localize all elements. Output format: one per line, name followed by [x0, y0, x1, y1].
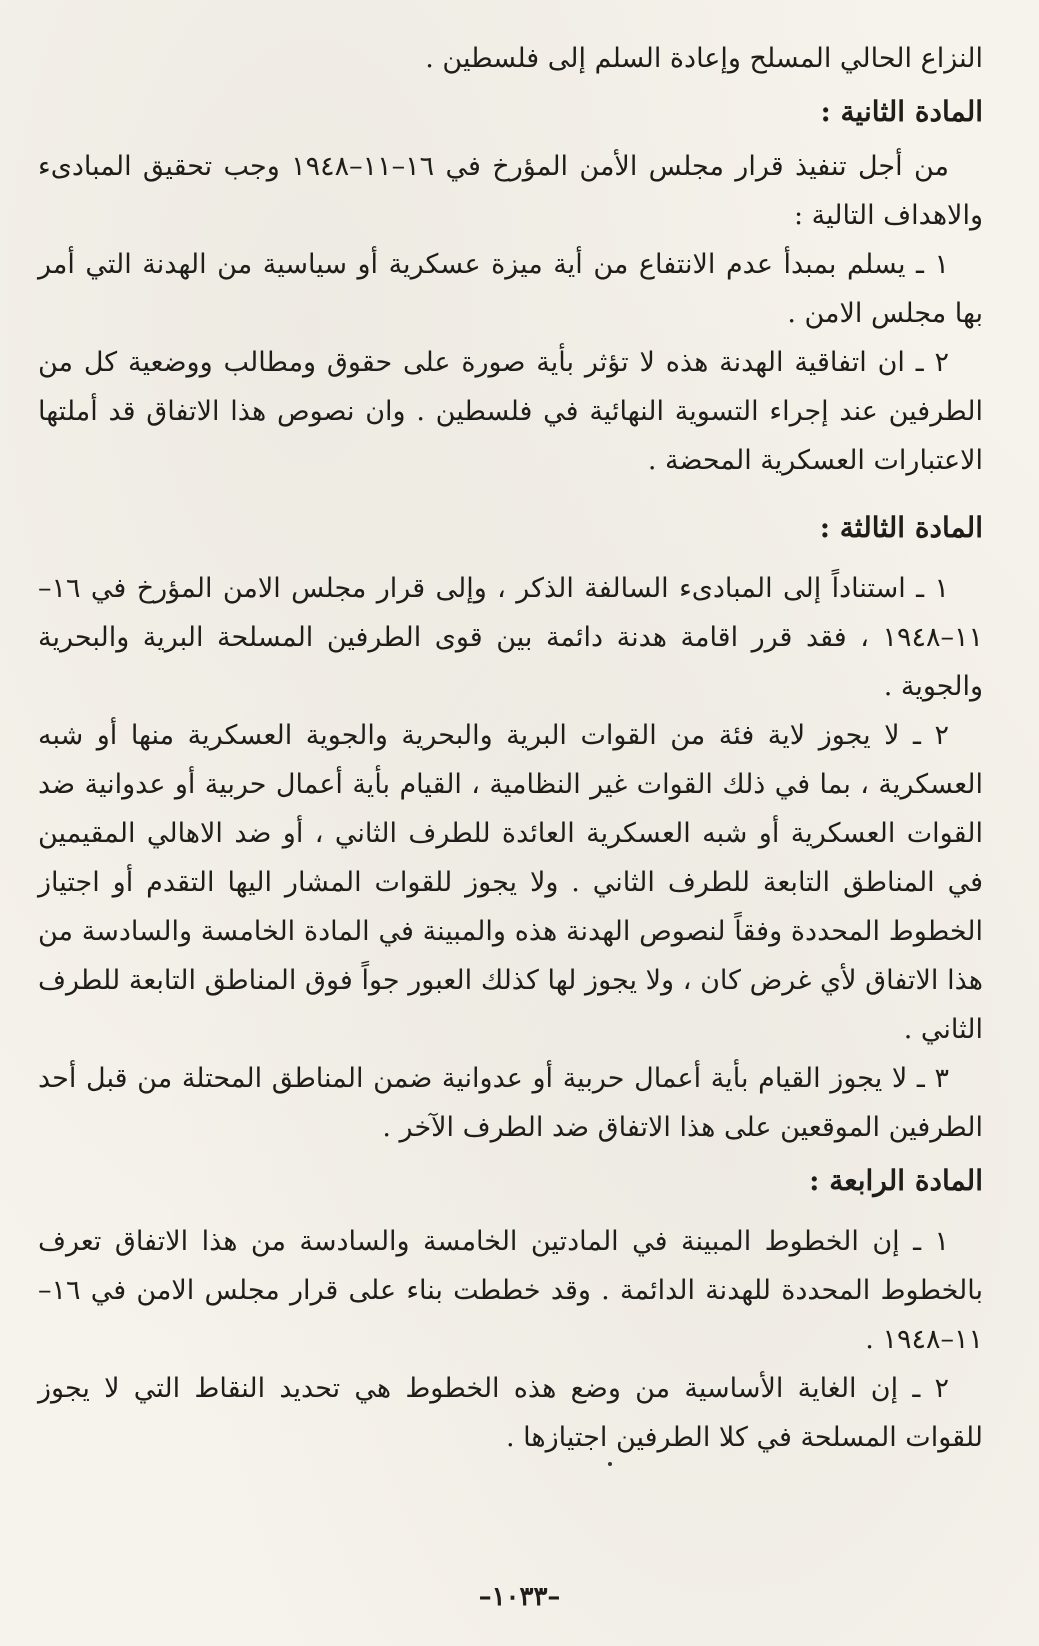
- article-3-item-3: ٣ ـ لا يجوز القيام بأية أعمال حربية أو عدوانية ضمن المناطق المحتلة من قبل أحد الطرفين الموقعين على هذا الاتفاق ضد الطرف الآخر .: [38, 1063, 983, 1143]
- article-2-item-1: ١ ـ يسلم بمبدأ عدم الانتفاع من أية ميزة عسكرية أو سياسية من الهدنة التي أمر بها مجلس الامن .: [38, 249, 983, 329]
- article-2-heading: المادة الثانية :: [820, 95, 983, 128]
- article-3-item-2: ٢ ـ لا يجوز لاية فئة من القوات البرية والبحرية والجوية العسكرية منها أو شبه العسكرية ، بما في ذلك القوات غير النظامية ، القيام بأية أعمال حربية أو عدوانية ضد القوات العسكرية أو شبه العسكرية العائدة للطرف الثاني ، أو ضد الاهالي المقيمين في المناطق التابعة للطرف الثاني . ولا يجوز للقوات المشار اليها التقدم أو اجتياز الخطوط المحددة وفقاً لنصوص الهدنة هذه والمبينة في المادة الخامسة والسادسة من هذا الاتفاق لأي غرض كان ، ولا يجوز لها كذلك العبور جواً فوق المناطق التابعة للطرف الثاني .: [38, 720, 983, 1045]
- intro-paragraph: النزاع الحالي المسلح وإعادة السلم إلى فلسطين .: [425, 43, 983, 74]
- article-4-item-2: ٢ ـ إن الغاية الأساسية من وضع هذه الخطوط هي تحديد النقاط التي لا يجوز للقوات المسلحة في كلا الطرفين اجتيازها .: [38, 1373, 983, 1453]
- article-3-item-1: ١ ـ استناداً إلى المبادىء السالفة الذكر ، وإلى قرار مجلس الامن المؤرخ في ١٦–١١–١٩٤٨ ، فقد قرر اقامة هدنة دائمة بين قوى الطرفين المسلحة البرية والبحرية والجوية .: [38, 573, 983, 702]
- stray-dot: [608, 1462, 612, 1466]
- article-2-intro: من أجل تنفيذ قرار مجلس الأمن المؤرخ في ١٦–١١–١٩٤٨ وجب تحقيق المبادىء والاهداف التالية :: [38, 151, 983, 231]
- article-3-heading: المادة الثالثة :: [819, 511, 983, 544]
- article-4-heading: المادة الرابعة :: [809, 1164, 983, 1197]
- article-4-item-1: ١ ـ إن الخطوط المبينة في المادتين الخامسة والسادسة من هذا الاتفاق تعرف بالخطوط المحددة للهدنة الدائمة . وقد خططت بناء على قرار مجلس الامن في ١٦–١١–١٩٤٨ .: [38, 1226, 983, 1355]
- article-2-item-2: ٢ ـ ان اتفاقية الهدنة هذه لا تؤثر بأية صورة على حقوق ومطالب ووضعية كل من الطرفين عند إجراء التسوية النهائية في فلسطين . وان نصوص هذا الاتفاق قد أملتها الاعتبارات العسكرية المحضة .: [38, 347, 983, 476]
- page-number: –١٠٣٣–: [478, 1582, 561, 1612]
